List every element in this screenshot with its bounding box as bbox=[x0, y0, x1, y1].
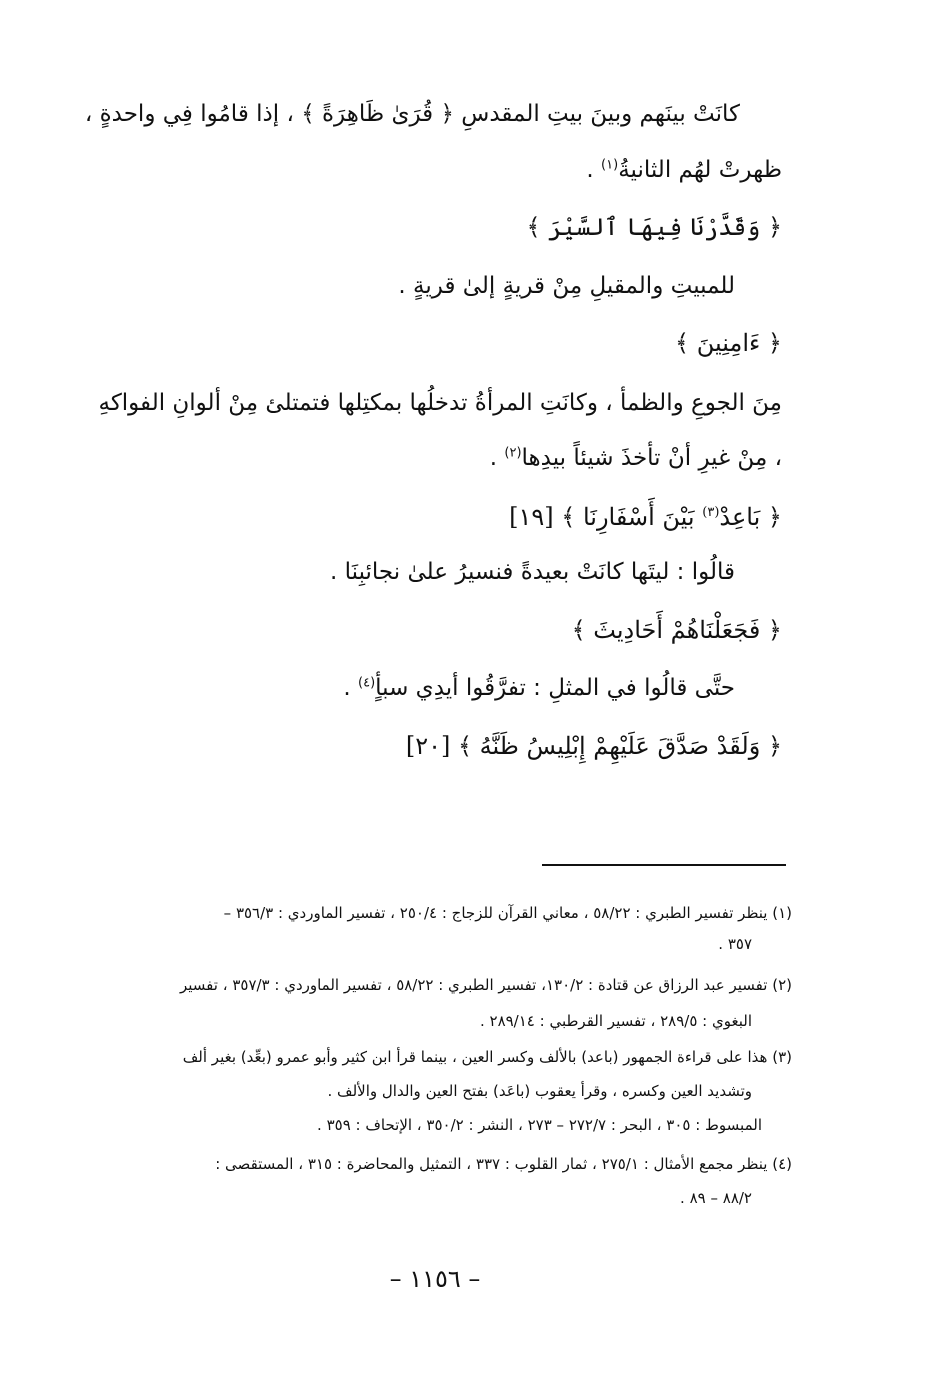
footnote-text: (٢) تفسير عبد الرزاق عن قتادة : ١٣٠/٢، تفسير الطبري : ٥٨/٢٢ ، تفسير الماوردي : ٣٥٧/٣ ، تفسير bbox=[180, 976, 792, 994]
quran-text: ﴿ ءَامِنِينَ ﴾ bbox=[675, 329, 782, 357]
footnote-4-line-1 bbox=[215, 1152, 792, 1176]
body-line-3 bbox=[398, 269, 735, 303]
footnote-3-line-1 bbox=[183, 1045, 792, 1069]
quran-verse-5 bbox=[406, 729, 782, 763]
body-text: ظهرتْ لهُم الثانيةُ bbox=[618, 157, 782, 183]
footnote-mark-2: (٢) bbox=[504, 445, 522, 461]
body-line-6 bbox=[330, 555, 735, 589]
body-line-2 bbox=[586, 153, 782, 187]
quran-verse-3 bbox=[509, 500, 782, 534]
body-text: قالُوا : ليتَها كانَتْ بعيدةً فنسيرُ علىٰ نجائبِنَا . bbox=[330, 559, 735, 585]
footnote-text: المبسوط : ٣٠٥ ، البحر : ٢٧٢/٧ – ٢٧٣ ، النشر : ٣٥٠/٢ ، الإتحاف : ٣٥٩ . bbox=[317, 1116, 762, 1134]
body-text: مِنَ الجوعِ والظمأ ، وكانَتِ المرأةُ تدخلُها بمكتِلها فتمتلئ مِنْ ألوانِ الفواكهِ bbox=[98, 390, 782, 416]
body-text: للمبيتِ والمقيلِ مِنْ قريةٍ إلىٰ قريةٍ . bbox=[398, 273, 735, 299]
footnote-2-line-1 bbox=[180, 973, 792, 997]
footnote-3-line-2 bbox=[328, 1079, 752, 1103]
footnote-1-line-1 bbox=[224, 901, 792, 925]
footnote-3-line-3 bbox=[317, 1113, 762, 1137]
period: . bbox=[489, 445, 498, 471]
body-text: ، مِنْ غيرِ أنْ تأخذَ شيئاً بيدِها bbox=[521, 445, 782, 471]
footnote-1-line-2 bbox=[718, 932, 752, 956]
footnote-mark-4: (٤) bbox=[358, 675, 376, 691]
quran-verse-2 bbox=[675, 326, 782, 360]
quran-text: بَيْنَ أَسْفَارِنَا ﴾ [١٩] bbox=[509, 503, 695, 531]
quran-text: ﴿ وَلَقَدْ صَدَّقَ عَلَيْهِمْ إِبْلِيسُ ظَنَّهُ ﴾ [٢٠] bbox=[405, 732, 782, 760]
quran-text: ﴿ وَقَدَّرْنَا فِيهَا ٱلسَّيْرَ ﴾ bbox=[526, 213, 782, 241]
footnote-divider bbox=[542, 864, 786, 866]
quran-text: ﴿ بَاعِدْ bbox=[719, 503, 782, 531]
footnote-text: (١) ينظر تفسير الطبري : ٥٨/٢٢ ، معاني القرآن للزجاج : ٢٥٠/٤ ، تفسير الماوردي : ٣٥٦/٣ – bbox=[223, 904, 792, 922]
footnote-text: (٣) هذا على قراءة الجمهور (باعد) بالألف وكسر العين ، بينما قرأ ابن كثير وأبو عمرو (بعِّد) بغير ألف bbox=[182, 1048, 792, 1066]
footnote-2-line-2 bbox=[480, 1009, 752, 1033]
footnote-mark-3: (٣) bbox=[702, 505, 720, 520]
body-line-1 bbox=[85, 97, 740, 131]
quran-verse-1 bbox=[526, 210, 782, 244]
quran-verse-4 bbox=[572, 613, 782, 647]
body-line-7 bbox=[343, 671, 735, 705]
page-number: – ١١٥٦ – bbox=[389, 1265, 481, 1293]
body-line-5 bbox=[490, 441, 782, 475]
footnote-mark-1: (١) bbox=[601, 157, 619, 173]
footnote-text: ٨٨/٢ – ٨٩ . bbox=[680, 1189, 752, 1207]
footnote-text: (٤) ينظر مجمع الأمثال : ٢٧٥/١ ، ثمار القلوب : ٣٣٧ ، التمثيل والمحاضرة : ٣١٥ ، المستقصى : bbox=[215, 1155, 792, 1173]
footnote-text: ٣٥٧ . bbox=[718, 935, 752, 953]
quran-text: ﴿ فَجَعَلْنَاهُمْ أَحَادِيثَ ﴾ bbox=[571, 616, 782, 644]
body-text: حتَّى قالُوا في المثلِ : تفرَّقُوا أيدِي سبأٍ bbox=[375, 675, 735, 701]
footnote-4-line-2 bbox=[680, 1186, 752, 1210]
period: . bbox=[586, 157, 594, 183]
body-line-4 bbox=[99, 386, 783, 420]
period: . bbox=[343, 675, 351, 701]
body-text: كانَتْ بينَهم وبينَ بيتِ المقدسِ ﴿ قُرَىٰ ظَاهِرَةً ﴾ ، إذا قامُوا فِي واحدةٍ ، bbox=[84, 101, 740, 127]
footnote-text: البغوي : ٢٨٩/٥ ، تفسير القرطبي : ٢٨٩/١٤ . bbox=[479, 1012, 752, 1030]
footnote-text: وتشديد العين وكسره ، وقرأ يعقوب (باعَد) بفتح العين والدال والألف . bbox=[327, 1082, 752, 1100]
